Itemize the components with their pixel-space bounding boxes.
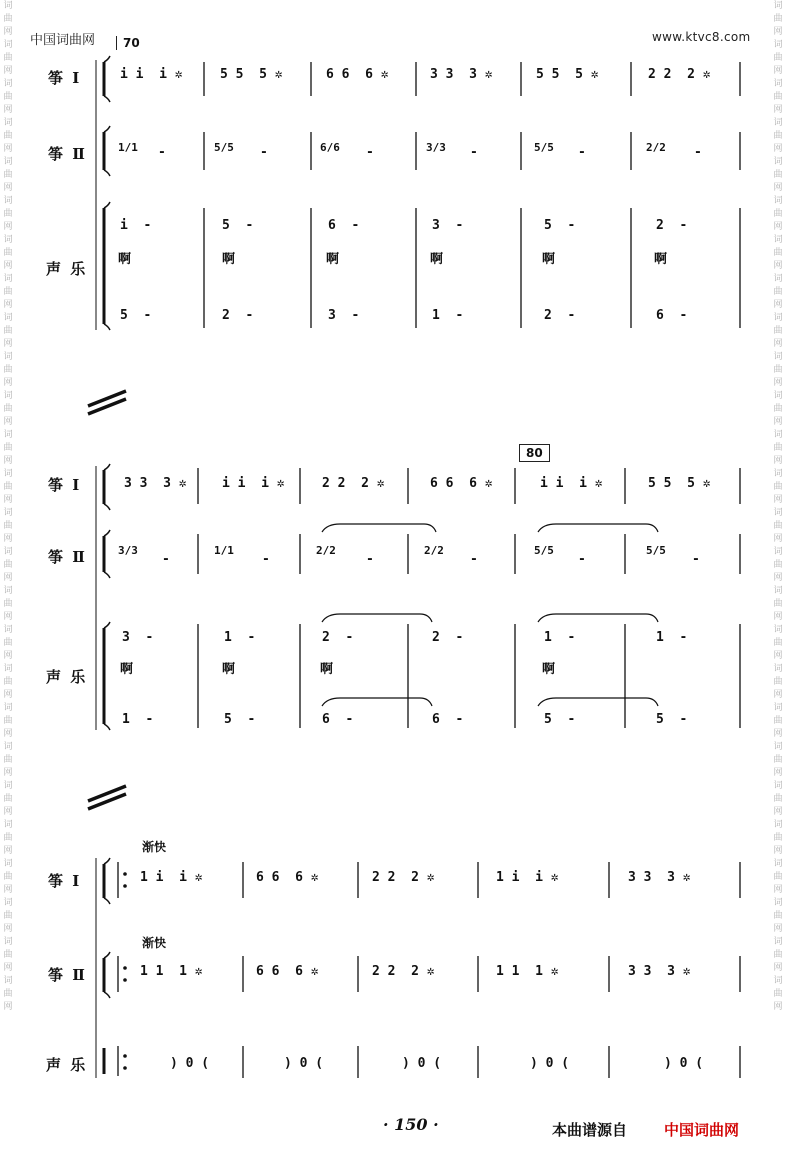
- s1-zheng1-measure: 2 2 2 ✲: [648, 67, 711, 82]
- s3-zheng1-measure: 6 6 6 ✲: [256, 870, 319, 885]
- s3-zheng2-measure: 3 3 3 ✲: [628, 964, 691, 979]
- s3-vocal-rest: ) 0 (: [170, 1056, 210, 1071]
- s2-zheng2-rest: -: [162, 552, 170, 567]
- s1-vocal-bottom: 5 -: [120, 308, 152, 323]
- s1-lyric: 啊: [542, 252, 556, 267]
- s3-zheng2-measure: 1 1 1 ✲: [140, 964, 203, 979]
- s3-vocal-rest: ) 0 (: [284, 1056, 324, 1071]
- system2-barlines: [198, 468, 740, 728]
- s3-zheng1-measure: 1 i i ✲: [496, 870, 559, 885]
- rehearsal-mark-80: 80: [519, 444, 550, 462]
- page-number: · 150 ·: [383, 1115, 439, 1134]
- site-url: www.ktvc8.com: [652, 30, 751, 44]
- s2-zheng1-measure: 6 6 6 ✲: [430, 476, 493, 491]
- s2-zheng2-rest: -: [470, 552, 478, 567]
- s2-zheng1-measure: 3 3 3 ✲: [124, 476, 187, 491]
- s1-zheng2-chord: 5/5: [214, 141, 234, 154]
- watermark-left: 词曲网词曲网词曲网词曲网词曲网词曲网词曲网词曲网词曲网词曲网词曲网词曲网词曲网词曲网词曲网词曲网词曲网词曲网词曲网词曲网词曲网词曲网词曲网词曲网词曲网词曲网: [3, 1, 13, 1012]
- s2-lyric: 啊: [320, 662, 334, 677]
- s2-vocal-bottom: 6 -: [432, 712, 464, 727]
- label-zheng1: 筝 Ⅰ: [48, 69, 82, 87]
- s2-lyric: 啊: [222, 662, 236, 677]
- s3-vocal-rest: ) 0 (: [664, 1056, 704, 1071]
- s1-zheng2-chord: 1/1: [118, 141, 138, 154]
- s2-zheng2-chord: 5/5: [646, 544, 666, 557]
- s2-zheng1-measure: 5 5 5 ✲: [648, 476, 711, 491]
- s2-vocal-top: 1 -: [544, 630, 576, 645]
- s2-zheng1-measure: i i i ✲: [222, 476, 285, 491]
- repeat-dots: [123, 872, 127, 1070]
- s3-zheng2-measure: 2 2 2 ✲: [372, 964, 435, 979]
- s1-zheng1-measure: 5 5 5 ✲: [536, 67, 599, 82]
- s1-vocal-top: 2 -: [656, 218, 688, 233]
- s2-zheng2-rest: -: [578, 552, 586, 567]
- s2-zheng2-chord: 1/1: [214, 544, 234, 557]
- s1-zheng2-chord: 5/5: [534, 141, 554, 154]
- system-separator-2: [88, 786, 126, 809]
- system3-brackets: [96, 858, 110, 1078]
- s3-vocal-rest: ) 0 (: [402, 1056, 442, 1071]
- s2-vocal-bottom: 1 -: [122, 712, 154, 727]
- s2-vocal-top: 2 -: [322, 630, 354, 645]
- s1-zheng2-chord: 6/6: [320, 141, 340, 154]
- s2-zheng2-chord: 2/2: [316, 544, 336, 557]
- s2-vocal-bottom: 5 -: [656, 712, 688, 727]
- s1-vocal-top: 6 -: [328, 218, 360, 233]
- label-zheng2: 筝 Ⅱ: [48, 966, 87, 984]
- s1-lyric: 啊: [654, 252, 668, 267]
- s2-zheng2-chord: 5/5: [534, 544, 554, 557]
- s3-zheng1-measure: 1 i i ✲: [140, 870, 203, 885]
- s2-vocal-top: 1 -: [224, 630, 256, 645]
- tempo-mark-accelerando: 渐快: [142, 936, 167, 950]
- s1-vocal-bottom: 6 -: [656, 308, 688, 323]
- s1-zheng2-chord: 2/2: [646, 141, 666, 154]
- s1-vocal-top: i -: [120, 218, 152, 233]
- s2-vocal-bottom: 5 -: [544, 712, 576, 727]
- s1-zheng2-rest: -: [158, 145, 166, 160]
- s1-zheng2-rest: -: [260, 145, 268, 160]
- system2-brackets: [96, 464, 110, 730]
- system1-barlines: [204, 62, 740, 328]
- site-name: 中国词曲网: [30, 33, 96, 48]
- s1-zheng1-measure: i i i ✲: [120, 67, 183, 82]
- s3-vocal-rest: ) 0 (: [530, 1056, 570, 1071]
- rehearsal-mark-70: 70: [116, 36, 140, 50]
- s1-lyric: 啊: [430, 252, 444, 267]
- s3-zheng1-measure: 3 3 3 ✲: [628, 870, 691, 885]
- s3-zheng1-measure: 2 2 2 ✲: [372, 870, 435, 885]
- s1-vocal-top: 3 -: [432, 218, 464, 233]
- s1-vocal-bottom: 2 -: [222, 308, 254, 323]
- source-label: 本曲谱源自: [552, 1121, 628, 1139]
- s2-vocal-bottom: 6 -: [322, 712, 354, 727]
- s2-zheng2-rest: -: [262, 552, 270, 567]
- watermark-right: 词曲网词曲网词曲网词曲网词曲网词曲网词曲网词曲网词曲网词曲网词曲网词曲网词曲网词曲网词曲网词曲网词曲网词曲网词曲网词曲网词曲网词曲网词曲网词曲网词曲网词曲网: [773, 1, 783, 1012]
- label-vocal: 声 乐: [46, 260, 88, 278]
- s2-vocal-top: 1 -: [656, 630, 688, 645]
- s2-lyric: 啊: [120, 662, 134, 677]
- s2-zheng1-measure: i i i ✲: [540, 476, 603, 491]
- s1-zheng2-rest: -: [578, 145, 586, 160]
- s1-vocal-bottom: 1 -: [432, 308, 464, 323]
- s2-zheng1-measure: 2 2 2 ✲: [322, 476, 385, 491]
- label-zheng1: 筝 Ⅰ: [48, 872, 82, 890]
- label-vocal: 声 乐: [46, 668, 88, 686]
- s1-zheng1-measure: 5 5 5 ✲: [220, 67, 283, 82]
- s2-vocal-bottom: 5 -: [224, 712, 256, 727]
- s2-zheng2-chord: 3/3: [118, 544, 138, 557]
- s1-zheng2-rest: -: [366, 145, 374, 160]
- s1-lyric: 啊: [222, 252, 236, 267]
- s1-lyric: 啊: [118, 252, 132, 267]
- s2-zheng2-chord: 2/2: [424, 544, 444, 557]
- s3-zheng2-measure: 6 6 6 ✲: [256, 964, 319, 979]
- system1-brackets: [96, 56, 110, 330]
- s1-zheng1-measure: 3 3 3 ✲: [430, 67, 493, 82]
- label-zheng2: 筝 Ⅱ: [48, 145, 87, 163]
- s1-zheng1-measure: 6 6 6 ✲: [326, 67, 389, 82]
- label-zheng2: 筝 Ⅱ: [48, 548, 87, 566]
- s1-vocal-bottom: 2 -: [544, 308, 576, 323]
- s2-vocal-top: 3 -: [122, 630, 154, 645]
- s1-vocal-top: 5 -: [544, 218, 576, 233]
- s2-zheng2-rest: -: [366, 552, 374, 567]
- s2-lyric: 啊: [542, 662, 556, 677]
- s3-zheng2-measure: 1 1 1 ✲: [496, 964, 559, 979]
- s1-vocal-bottom: 3 -: [328, 308, 360, 323]
- s1-zheng2-rest: -: [470, 145, 478, 160]
- tempo-mark-accelerando: 渐快: [142, 840, 167, 854]
- label-zheng1: 筝 Ⅰ: [48, 476, 82, 494]
- s2-zheng2-rest: -: [692, 552, 700, 567]
- s1-lyric: 啊: [326, 252, 340, 267]
- label-vocal: 声 乐: [46, 1056, 88, 1074]
- s1-zheng2-rest: -: [694, 145, 702, 160]
- s1-zheng2-chord: 3/3: [426, 141, 446, 154]
- s2-vocal-top: 2 -: [432, 630, 464, 645]
- s1-vocal-top: 5 -: [222, 218, 254, 233]
- source-site-link[interactable]: 中国词曲网: [664, 1121, 740, 1139]
- system-separator-1: [88, 391, 126, 414]
